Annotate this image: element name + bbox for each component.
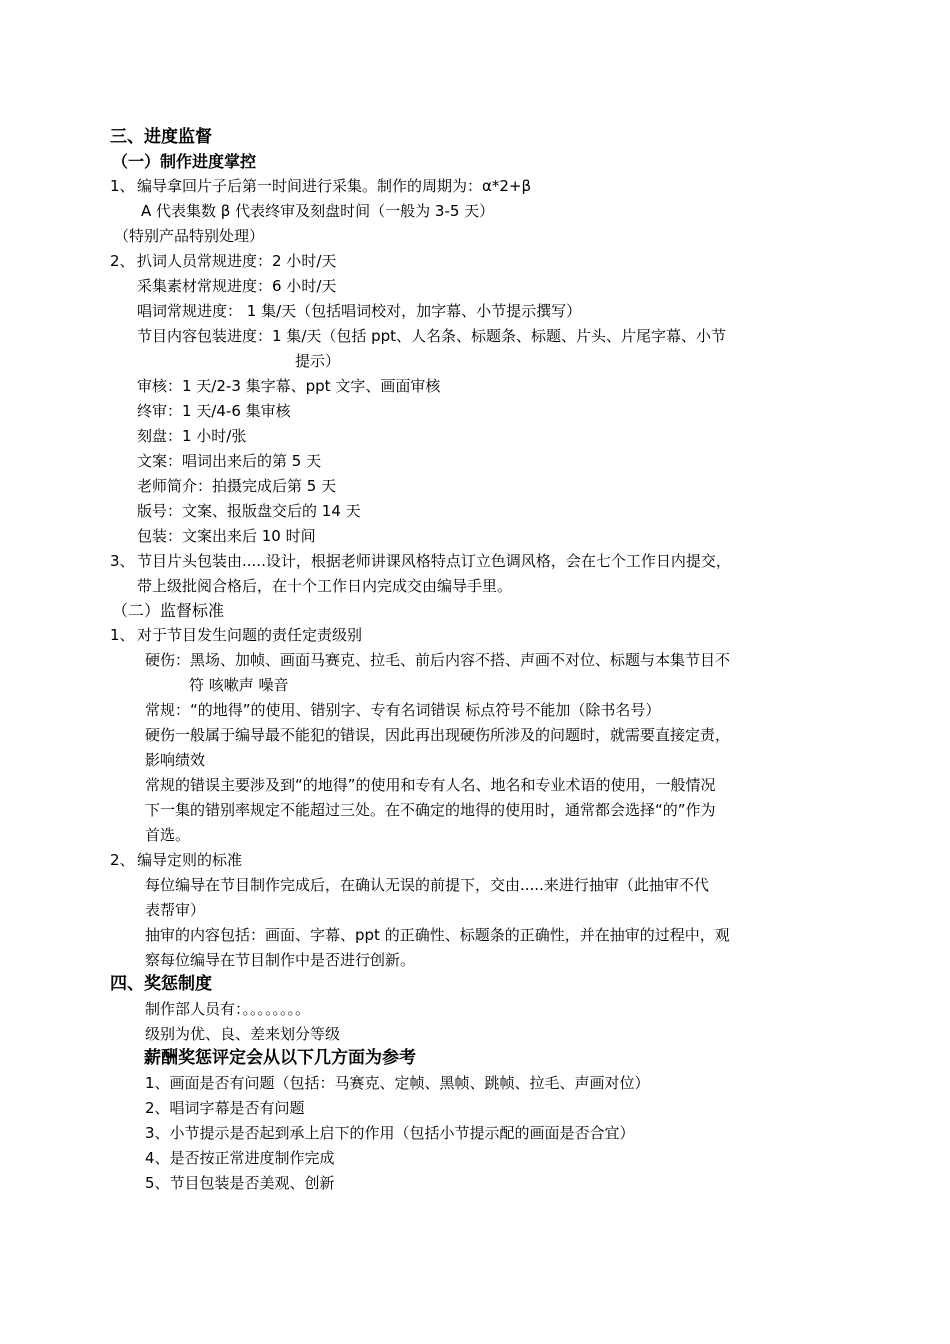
list-number: 3、 [110, 552, 135, 570]
list-item: 节目片头包装由.....设计，根据老师讲课风格特点订立色调风格，会在七个工作日内提交， [137, 552, 731, 570]
text-line: 表帮审） [145, 901, 206, 919]
list-item: 编导定则的标准 [137, 851, 243, 869]
text-line: 包装：文案出来后 10 时间 [137, 527, 316, 545]
text-line: 带上级批阅合格后，在十个工作日内完成交由编导手里。 [137, 577, 513, 595]
list-number: 1、 [110, 626, 135, 644]
list-item: 对于节目发生问题的责任定责级别 [137, 626, 363, 644]
text-line: 硬伤：黑场、加帧、画面马赛克、拉毛、前后内容不搭、声画不对位、标题与本集节目不 [145, 651, 731, 669]
text-line: 影响绩效 [145, 751, 206, 769]
text-line: 终审：1 天/4-6 集审核 [137, 402, 291, 420]
text-line: 下一集的错别率规定不能超过三处。在不确定的地得的使用时，通常都会选择“的”作为 [145, 801, 716, 819]
list-number: 2、 [110, 851, 135, 869]
text-line: 常规：“的地得”的使用、错别字、专有名词错误 标点符号不能加（除书名号） [145, 701, 661, 719]
list-item: 3、小节提示是否起到承上启下的作用（包括小节提示配的画面是否合宜） [145, 1124, 635, 1142]
text-line: A 代表集数 β 代表终审及刻盘时间（一般为 3-5 天） [141, 202, 495, 220]
list-item: 2、唱词字幕是否有问题 [145, 1099, 305, 1117]
section-4-title: 四、奖惩制度 [110, 974, 212, 994]
text-line: 审核：1 天/2-3 集字幕、ppt 文字、画面审核 [137, 377, 441, 395]
text-line: 刻盘：1 小时/张 [137, 427, 247, 445]
list-item: 扒词人员常规进度：2 小时/天 [137, 252, 337, 270]
text-line: 符 咳嗽声 噪音 [189, 676, 289, 694]
text-line: 常规的错误主要涉及到“的地得”的使用和专有人名、地名和专业术语的使用，一般情况 [145, 776, 716, 794]
text-line: 级别为优、良、差来划分等级 [145, 1025, 341, 1043]
list-item: 编导拿回片子后第一时间进行采集。制作的周期为：α*2+β [137, 177, 532, 195]
list-number: 1、 [110, 177, 135, 195]
text-line: 提示） [295, 352, 341, 370]
text-line: 版号：文案、报版盘交后的 14 天 [137, 502, 361, 520]
list-item: 1、画面是否有问题（包括：马赛克、定帧、黑帧、跳帧、拉毛、声画对位） [145, 1074, 650, 1092]
text-line: 硬伤一般属于编导最不能犯的错误，因此再出现硬伤所涉及的问题时，就需要直接定责， [145, 726, 731, 744]
list-item: 5、节目包装是否美观、创新 [145, 1174, 335, 1192]
section-3-title: 三、进度监督 [110, 127, 212, 147]
text-line: 采集素材常规进度：6 小时/天 [137, 277, 337, 295]
text-line: 察每位编导在节目制作中是否进行创新。 [145, 951, 416, 969]
text-line: 老师简介：拍摄完成后第 5 天 [137, 477, 337, 495]
text-line: 每位编导在节目制作完成后，在确认无误的前提下，交由.....来进行抽审（此抽审不代 [145, 876, 709, 894]
text-line: 节目内容包装进度：1 集/天（包括 ppt、人名条、标题条、标题、片头、片尾字幕、小节 [137, 327, 727, 345]
text-line: （特别产品特别处理） [114, 227, 265, 245]
text-line: 首选。 [145, 826, 191, 844]
list-item: 4、是否按正常进度制作完成 [145, 1149, 335, 1167]
list-number: 2、 [110, 252, 135, 270]
text-line: 制作部人员有：。。。。。。。。 [145, 1000, 311, 1018]
subsection-2-title: （二）监督标准 [112, 601, 225, 620]
text-line: 唱词常规进度： 1 集/天（包括唱词校对，加字幕、小节提示撰写） [137, 302, 582, 320]
subsection-1-title: （一）制作进度掌控 [112, 152, 257, 171]
text-line: 抽审的内容包括：画面、字幕、ppt 的正确性、标题条的正确性，并在抽审的过程中，观 [145, 926, 730, 944]
text-line: 文案：唱词出来后的第 5 天 [137, 452, 322, 470]
section-4-subtitle: 薪酬奖惩评定会从以下几方面为参考 [144, 1048, 416, 1068]
